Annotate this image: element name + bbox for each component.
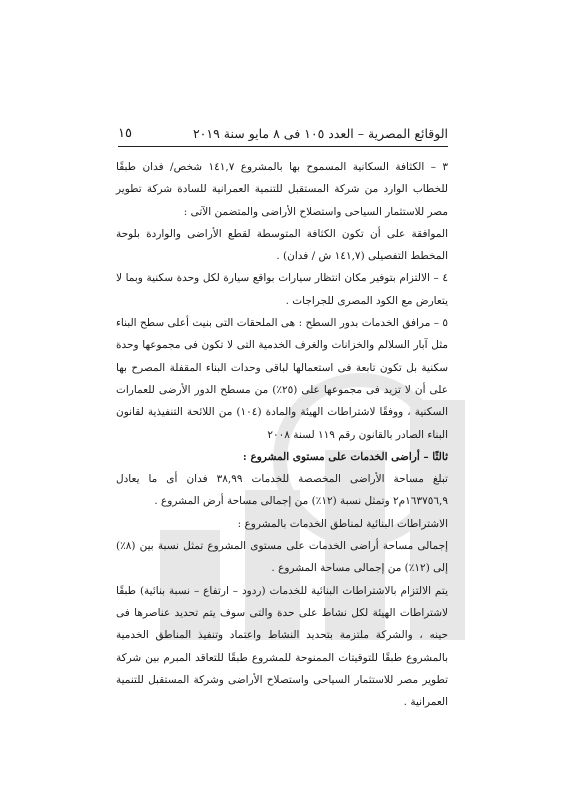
paragraph-services-ratio: إجمالى مساحة أراضى الخدمات على مستوى المشروع تمثل نسبة بين (٨٪) إلى (١٢٪) من إجمالى مساحة المشروع . [116,540,448,575]
paragraph-compliance: يتم الالتزام بالاشتراطات البنائية للخدمات (ردود – ارتفاع – نسبة بنائية) طبقًا لاشتراطات الهيئة لكل نشاط على حدة والتى سوف يتم تحديد عناصرها فى حينه ، والشركة ملتزمة بتحديد النشاط واعتماد وتنفيذ المناطق الخدمية بالمشروع طبقًا للتوقيتات الممنوحة للمشروع طبقًا للتعاقد المبرم بين شركة تطوير مصر للاستثمار السياحى واستصلاح الأراضى وشركة المستقبل للتنمية العمرانية . [116,584,448,709]
paragraph-item-3-density: ٣ – الكثافة السكانية المسموح بها بالمشروع ١٤١,٧ شخص/ فدان طبقًا للخطاب الوارد من شركة المستقبل للتنمية العمرانية للسادة شركة تطوير مصر للاستثمار السياحى واستصلاح الأراضى والمتضمن الآتى : [116,161,449,218]
page-number: ١٥ [118,126,132,141]
subheading-building-requirements: الاشتراطات البنائية لمناطق الخدمات بالمشروع : [237,517,448,530]
paragraph-density-approval: الموافقة على أن تكون الكثافة المتوسطة لقطع الأراضى والواردة بلوحة المخطط التفصيلى (١٤١,٧ ش / فدان) . [116,227,448,263]
section-heading-services-land: ثالثًا – أراضى الخدمات على مستوى المشروع : [242,450,448,463]
header-rule [118,146,448,147]
paragraph-services-area: تبلغ مساحة الأراضى المخصصة للخدمات ٣٨,٩٩ فدان أى ما يعادل ١٦٣٧٥٦,٩م٢ وتمثل نسبة (١٢٪) من إجمالى مساحة أرض المشروع . [116,473,448,508]
document-body [116,156,448,713]
paragraph-item-5-roof-services: ٥ – مرافق الخدمات بدور السطح : هى الملحقات التى بنيت أعلى سطح البناء مثل آبار السلالم والخزانات والغرف الخدمية التى لا تكون فى مجموعها وحدة سكنية بل تكون تابعة فى استعمالها لباقى وحدات البناء المقفلة المصرح بها على أن لا تزيد فى مجموعها على (٢٥٪) من مسطح الدور الأرضى للعمارات السكنية ، ووفقًا لاشتراطات الهيئة والمادة (١٠٤) من اللائحة التنفيذية لقانون البناء الصادر بالقانون رقم ١١٩ لسنة ٢٠٠٨ [116,317,448,441]
gazette-issue-title: الوقائع المصرية – العدد ١٠٥ فى ٨ مايو سنة ٢٠١٩ [192,126,448,141]
page-header [118,126,448,146]
paragraph-item-4-parking: ٤ – الالتزام بتوفير مكان انتظار سيارات بواقع سيارة لكل وحدة سكنية وبما لا يتعارض مع الكود المصرى للجراجات . [116,272,448,307]
